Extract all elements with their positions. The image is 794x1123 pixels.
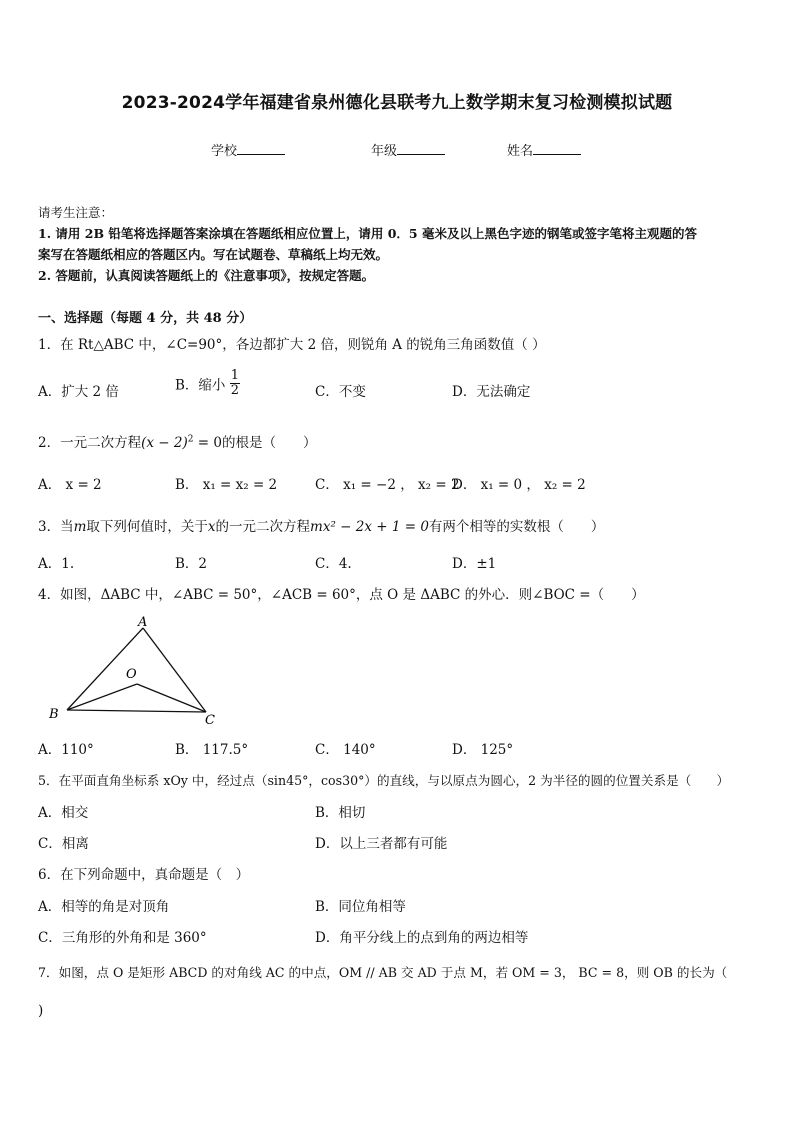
- q3-var-x: x: [207, 519, 216, 535]
- grade-blank: [397, 142, 445, 155]
- q5-option-b: B．相切: [315, 805, 366, 821]
- q1-option-a: A．扩大 2 倍: [38, 384, 119, 400]
- q7-stem: 7．如图，点 O 是矩形 ABCD 的对角线 AC 的中点，OM // AB 交 AD 于点 M，若 OM = 3， BC = 8，则 OB 的长为（: [38, 965, 728, 980]
- name-blank: [533, 142, 581, 155]
- q2-stem: [38, 431, 316, 451]
- q3-option-b: B．2: [175, 556, 208, 572]
- q3-option-d: D．±1: [452, 556, 497, 572]
- q3-option-c: C．4.: [315, 556, 352, 572]
- q3-option-a: A．1.: [38, 556, 75, 572]
- q1-option-d: D．无法确定: [452, 384, 531, 400]
- q7-stem-end: ): [38, 1003, 44, 1019]
- q1-option-b: [175, 369, 240, 398]
- q3-stem-prefix: 3．当: [38, 519, 74, 535]
- q4-option-b: B． 117.5°: [175, 742, 249, 758]
- q1-option-b-prefix: B．缩小: [175, 377, 226, 394]
- q5-stem: 5．在平面直角坐标系 xOy 中，经过点（sin45°，cos30°）的直线，与以原点为圆心，2 为半径的圆的位置关系是（ ）: [38, 773, 730, 788]
- q2-stem-suffix: 的根是（ ）: [221, 435, 317, 451]
- q2-equation: (x − 2): [141, 435, 188, 451]
- name-label: 姓名: [507, 144, 534, 159]
- q5-option-d: D．以上三者都有可能: [315, 836, 448, 852]
- q1-option-b-fraction: [230, 369, 240, 398]
- q3-var-m: m: [73, 519, 87, 535]
- q4-option-d: D． 125°: [452, 742, 514, 758]
- q3-stem-suffix: 有两个相等的实数根（ ）: [428, 519, 605, 535]
- q2-stem-prefix: 2．一元二次方程: [38, 435, 142, 451]
- q5-option-c: C．相离: [38, 836, 89, 852]
- school-blank: [237, 142, 285, 155]
- q3-stem: [38, 515, 604, 535]
- q1-stem: 1．在 Rt△ABC 中，∠C=90°，各边都扩大 2 倍，则锐角 A 的锐角三角函数值（ ）: [38, 337, 546, 353]
- q2-option-a: A． x = 2: [38, 477, 102, 493]
- notice-item2: 2. 答题前，认真阅读答题纸上的《注意事项》，按规定答题。: [38, 268, 375, 283]
- q2-option-b: B． x₁ = x₂ = 2: [175, 477, 278, 493]
- triangle-side-bc: [67, 710, 206, 712]
- vertex-label-c: C: [205, 713, 215, 728]
- vertex-label-b: B: [49, 707, 59, 722]
- section1-heading: 一、选择题（每题 4 分，共 48 分）: [38, 311, 253, 326]
- q6-option-c: C．三角形的外角和是 360°: [38, 930, 207, 946]
- q6-option-d: D．角平分线上的点到角的两边相等: [315, 930, 529, 946]
- notice-item1-line2: 案写在答题纸相应的答题区内。写在试题卷、草稿纸上均无效。: [38, 247, 389, 262]
- q1-option-c: C．不变: [315, 384, 366, 400]
- notice-item1-line1: 1. 请用 2B 铅笔将选择题答案涂填在答题纸相应位置上，请用 0．5 毫米及以上黑色字迹的钢笔或签字笔将主观题的答: [38, 226, 697, 241]
- page-title: 2023-2024学年福建省泉州德化县联考九上数学期末复习检测模拟试题: [121, 93, 673, 113]
- q4-stem: 4．如图，ΔABC 中，∠ABC = 50°，∠ACB = 60°，点 O 是 ΔABC 的外心．则∠BOC =（ ）: [38, 587, 645, 603]
- q6-option-b: B．同位角相等: [315, 899, 406, 915]
- vertex-label-a: A: [138, 615, 148, 630]
- point-label-o: O: [126, 667, 137, 682]
- school-label: 学校: [211, 144, 238, 159]
- q6-stem: 6．在下列命题中，真命题是（ ）: [38, 867, 250, 883]
- school-field: [211, 140, 285, 159]
- segment-ob: [67, 684, 137, 710]
- fraction-denominator: 2: [230, 383, 239, 398]
- notice-heading: 请考生注意：: [38, 205, 114, 220]
- q3-stem-mid: 取下列何值时，关于: [86, 519, 208, 535]
- q5-option-a: A．相交: [38, 805, 89, 821]
- name-field: [507, 140, 581, 159]
- q2-exponent: 2: [187, 434, 194, 445]
- grade-field: [371, 140, 445, 159]
- q3-stem-mid2: 的一元二次方程: [215, 519, 311, 535]
- q3-equation: mx² − 2x + 1 = 0: [310, 519, 429, 535]
- q4-option-c: C． 140°: [315, 742, 376, 758]
- q4-triangle-figure: [40, 612, 230, 730]
- q6-option-a: A．相等的角是对顶角: [38, 899, 170, 915]
- q2-option-d: D． x₁ = 0 ， x₂ = 2: [452, 477, 586, 493]
- q4-option-a: A．110°: [38, 742, 94, 758]
- fraction-numerator: 1: [230, 368, 239, 383]
- grade-label: 年级: [371, 144, 398, 159]
- q2-equation-rhs: = 0: [193, 435, 222, 451]
- q2-option-c: C． x₁ = −2 ， x₂ = 2: [315, 477, 460, 493]
